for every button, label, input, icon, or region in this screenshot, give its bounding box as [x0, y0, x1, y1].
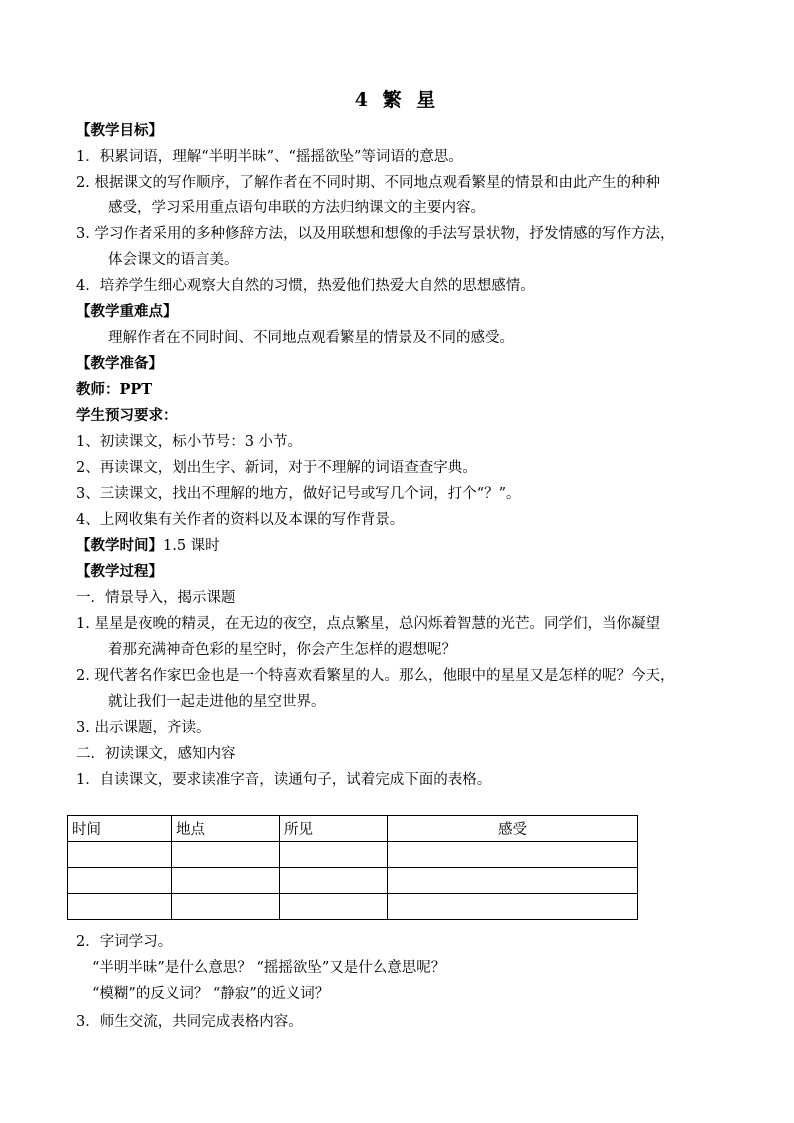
table-row	[68, 868, 638, 894]
student-item-3: 3、三读课文，找出不理解的地方，做好记号或写几个词，打个“？”。	[76, 486, 521, 502]
table-cell[interactable]	[172, 868, 280, 894]
objective-3: 3. 学习作者采用的多种修辞方法，以及用联想和想像的手法写景状物，抒发情感的写作方法，	[76, 226, 675, 242]
section2-title: 二．初读课文，感知内容	[76, 746, 236, 762]
key-heading: 【教学重难点】	[76, 303, 178, 320]
section1-item-2-cont: 就让我们一起走进他的星空世界。	[108, 694, 326, 710]
table-header: 感受	[388, 816, 638, 842]
objectives-heading: 【教学目标】	[76, 122, 163, 139]
time-line	[76, 536, 220, 556]
objective-2: 2. 根据课文的写作顺序，了解作者在不同时期、不同地点观看繁星的情景和由此产生的种种	[76, 175, 660, 191]
prep-heading: 【教学准备】	[76, 355, 163, 372]
section2-item-3: 3．师生交流，共同完成表格内容。	[76, 1014, 303, 1030]
table-row	[68, 842, 638, 868]
table-cell[interactable]	[172, 894, 280, 920]
objective-1: 1．积累词语，理解“半明半昧”、“摇摇欲坠”等词语的意思。	[76, 149, 463, 165]
table-cell[interactable]	[280, 894, 388, 920]
table-cell[interactable]	[68, 894, 172, 920]
section2-item-2: 2．字词学习。	[76, 934, 173, 950]
table-header: 地点	[172, 816, 280, 842]
table-cell[interactable]	[68, 868, 172, 894]
time-heading: 【教学时间】	[76, 537, 163, 554]
time-value: 1.5 课时	[163, 538, 220, 554]
table-cell[interactable]	[68, 842, 172, 868]
table-cell[interactable]	[280, 868, 388, 894]
table-header: 所见	[280, 816, 388, 842]
key-text: 理解作者在不同时间、不同地点观看繁星的情景及不同的感受。	[108, 330, 514, 346]
student-item-1: 1、初读课文，标小节号：3 小节。	[76, 434, 303, 450]
observation-table	[67, 815, 638, 920]
objective-4: 4．培养学生细心观察大自然的习惯，热爱他们热爱大自然的思想感情。	[76, 278, 535, 294]
teacher-line: 教师：PPT	[76, 381, 153, 398]
objective-3-cont: 体会课文的语言美。	[108, 252, 239, 268]
question-1: “半明半昧”是什么意思？ “摇摇欲坠”又是什么意思呢？	[92, 960, 446, 976]
section1-item-2: 2. 现代著名作家巴金也是一个特喜欢看繁星的人。那么，他眼中的星星又是怎样的呢？今天，	[76, 668, 675, 684]
page-title: 4 繁 星	[354, 89, 440, 111]
student-heading: 学生预习要求：	[76, 407, 178, 424]
section1-item-3: 3. 出示课题，齐读。	[76, 720, 211, 736]
student-item-4: 4、上网收集有关作者的资料以及本课的写作背景。	[76, 512, 405, 528]
section1-item-1: 1. 星星是夜晚的精灵，在无边的夜空，点点繁星，总闪烁着智慧的光芒。同学们，当你凝望	[76, 616, 660, 632]
student-item-2: 2、再读课文，划出生字、新词，对于不理解的词语查查字典。	[76, 460, 477, 476]
process-heading: 【教学过程】	[76, 563, 163, 580]
table-cell[interactable]	[388, 842, 638, 868]
objective-2-cont: 感受，学习采用重点语句串联的方法归纳课文的主要内容。	[108, 200, 485, 216]
table-cell[interactable]	[280, 842, 388, 868]
section1-item-1-cont: 着那充满神奇色彩的星空时，你会产生怎样的遐想呢？	[108, 642, 456, 658]
table-cell[interactable]	[172, 842, 280, 868]
table-cell[interactable]	[388, 894, 638, 920]
table-header-row	[68, 816, 638, 842]
table-cell[interactable]	[388, 868, 638, 894]
table-row	[68, 894, 638, 920]
section1-title: 一．情景导入，揭示课题	[76, 590, 236, 606]
question-2: “模糊”的反义词？ “静寂”的近义词？	[92, 986, 330, 1002]
section2-item-1: 1．自读课文，要求读准字音，读通句子，试着完成下面的表格。	[76, 772, 492, 788]
table-header: 时间	[68, 816, 172, 842]
